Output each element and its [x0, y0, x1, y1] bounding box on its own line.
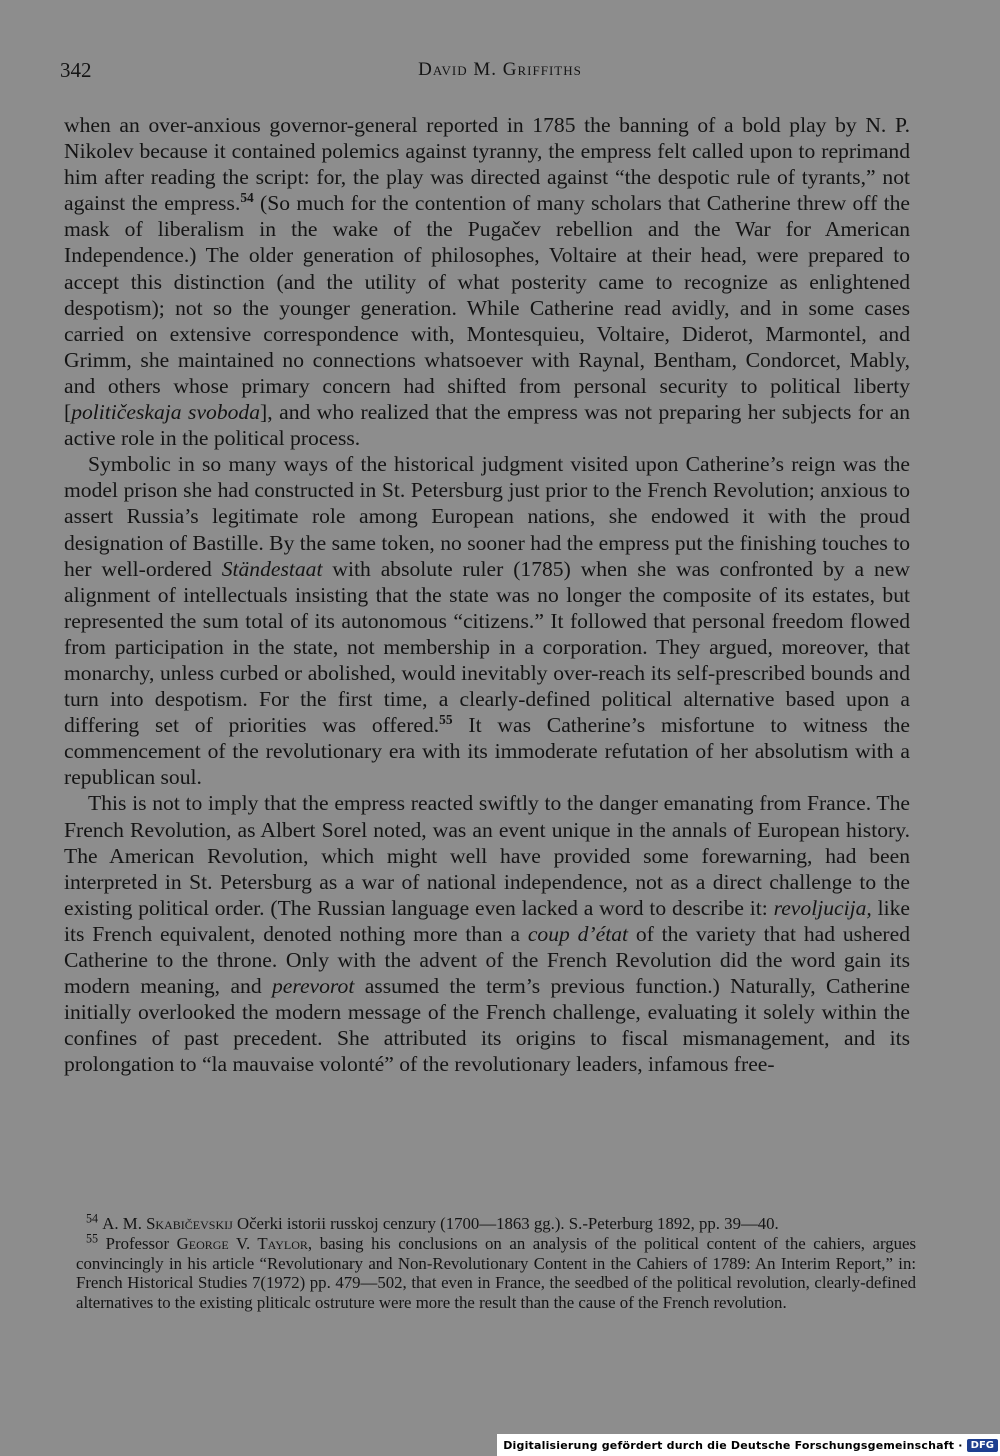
page-number: 342 — [60, 58, 92, 82]
digitization-banner — [497, 1434, 1000, 1456]
footnote-number: 54 — [86, 1211, 99, 1226]
footnote-number: 55 — [86, 1231, 99, 1246]
text-run: It was Catherine’s misfortune to witness the commencement of the revolutionary era with its immoderate refutation of her absolutism with a republican soul. — [64, 713, 910, 790]
footnote-author: George V. Taylor — [176, 1233, 308, 1253]
body-text — [64, 112, 910, 1077]
text-run: when an over-anxious governor-general reported in 1785 the banning of a bold play by N. P. Nikolev because it contained polemics against tyranny, the empress felt called upon to reprimand him after reading the script: for, the play was directed against “the despotic rule of tyrants,” not against the empress. — [64, 113, 910, 216]
italic-term: Ständestaat — [221, 556, 323, 581]
text-run: assumed the term’s previous function.) Naturally, Catherine initially overlooked the modern message of the French challenge, evaluating it solely within the confines of past precedent. She attributed its origins to fiscal mismanagement, and its prolongation to “la mauvaise volonté” of the revolutionary leaders, infamous free- — [64, 974, 910, 1077]
italic-term: revoljucija, — [773, 895, 872, 920]
text-run: of the variety that had ushered Catherine to the throne. Only with the advent of the French Revolution did the word gain its modern meaning, and — [64, 921, 910, 999]
text-run: Symbolic in so many ways of the historical judgment visited upon Catherine’s reign was the model prison she had constructed in St. Petersburg just prior to the French Revolution; anxious to assert Russia’s legitimate role among European nations, she endowed it with the proud designation of Bastille. By the same token, no sooner had the empress put the finishing touches to her well-ordered — [64, 452, 910, 581]
footnotes — [76, 1211, 917, 1313]
text-run: (So much for the contention of many scholars that Catherine threw off the mask of liberalism in the wake of the Pugačev rebellion and the War for American Independence.) The older generation of philosophes, Voltaire at their head, were prepared to accept this distinction (and the utility of what posterity came to recognize as enlightened despotism); not so the younger generation. While Catherine read avidly, and in some cases carried on extensive correspondence with, Montesquieu, Voltaire, Diderot, Marmontel, and Grimm, she maintained no connections whatsoever with Raynal, Bentham, Condorcet, Mably, and others whose primary concern had shifted from personal security to political liberty [ — [64, 191, 910, 425]
running-head: David M. Griffiths — [418, 59, 582, 80]
footnote-text: Professor — [98, 1233, 177, 1253]
italic-term: coup d’état — [527, 921, 628, 946]
footnote-ref-54[interactable]: 54 — [240, 190, 254, 206]
italic-term: političeskaja svoboda — [71, 400, 261, 425]
text-run: like its French equivalent, denoted nothing more than a — [64, 895, 910, 946]
dfg-logo-icon: DFG — [967, 1439, 998, 1452]
footnote-text: , basing his conclusions on an analysis of the political content of the cahiers, argues convincingly in his article “Revolutionary and Non-Revolutionary Content in the Cahiers of 1789: An Interim Report,” in: French Historical Studies 7(1972) pp. 479—502, that even in France, the seedbed of the political revolution, clearly-defined alternatives to the existing pliticalc ostruture were more the result than the cause of the French revolution. — [76, 1233, 917, 1313]
paragraph — [64, 451, 910, 790]
text-run: This is not to imply that the empress reacted swiftly to the danger emanating from France. The French Revolution, as Albert Sorel noted, was an event unique in the annals of European history. The American Revolution, which might well have provided some forewarning, had been interpreted in St. Petersburg as a war of national independence, not as a direct challenge to the existing political order. (The Russian language even lacked a word to describe it: — [64, 791, 910, 920]
paragraph — [64, 112, 910, 451]
footnote-54 — [76, 1211, 916, 1234]
italic-term: perevorot — [271, 974, 355, 999]
text-run: with absolute ruler (1785) when she was confronted by a new alignment of intellectuals insisting that the state was no longer the composite of its estates, but represented the sum total of its autonomous “citizens.” It followed that personal freedom flowed from participation in the state, not membership in a corporation. They argued, moreover, that monarchy, unless curbed or abolished, would inevitably over-reach its self-prescribed bounds and turn into despotism. For the first time, a clearly-defined political alternative based upon a differing set of priorities was offered. — [64, 556, 910, 738]
text-run: ], and who realized that the empress was not preparing her subjects for an active role in the political process. — [64, 400, 911, 451]
footnote-ref-55[interactable]: 55 — [439, 711, 453, 727]
paragraph — [64, 790, 910, 1077]
footnote-55 — [76, 1231, 917, 1313]
footnote-text: Očerki istorii russkoj cenzury (1700—1863 gg.). S.-Peterburg 1892, pp. 39—40. — [232, 1214, 779, 1233]
footnote-author: A. M. Skabičevskij — [102, 1214, 233, 1233]
digitization-text: Digitalisierung gefördert durch die Deutsche Forschungsgemeinschaft · — [503, 1438, 963, 1452]
